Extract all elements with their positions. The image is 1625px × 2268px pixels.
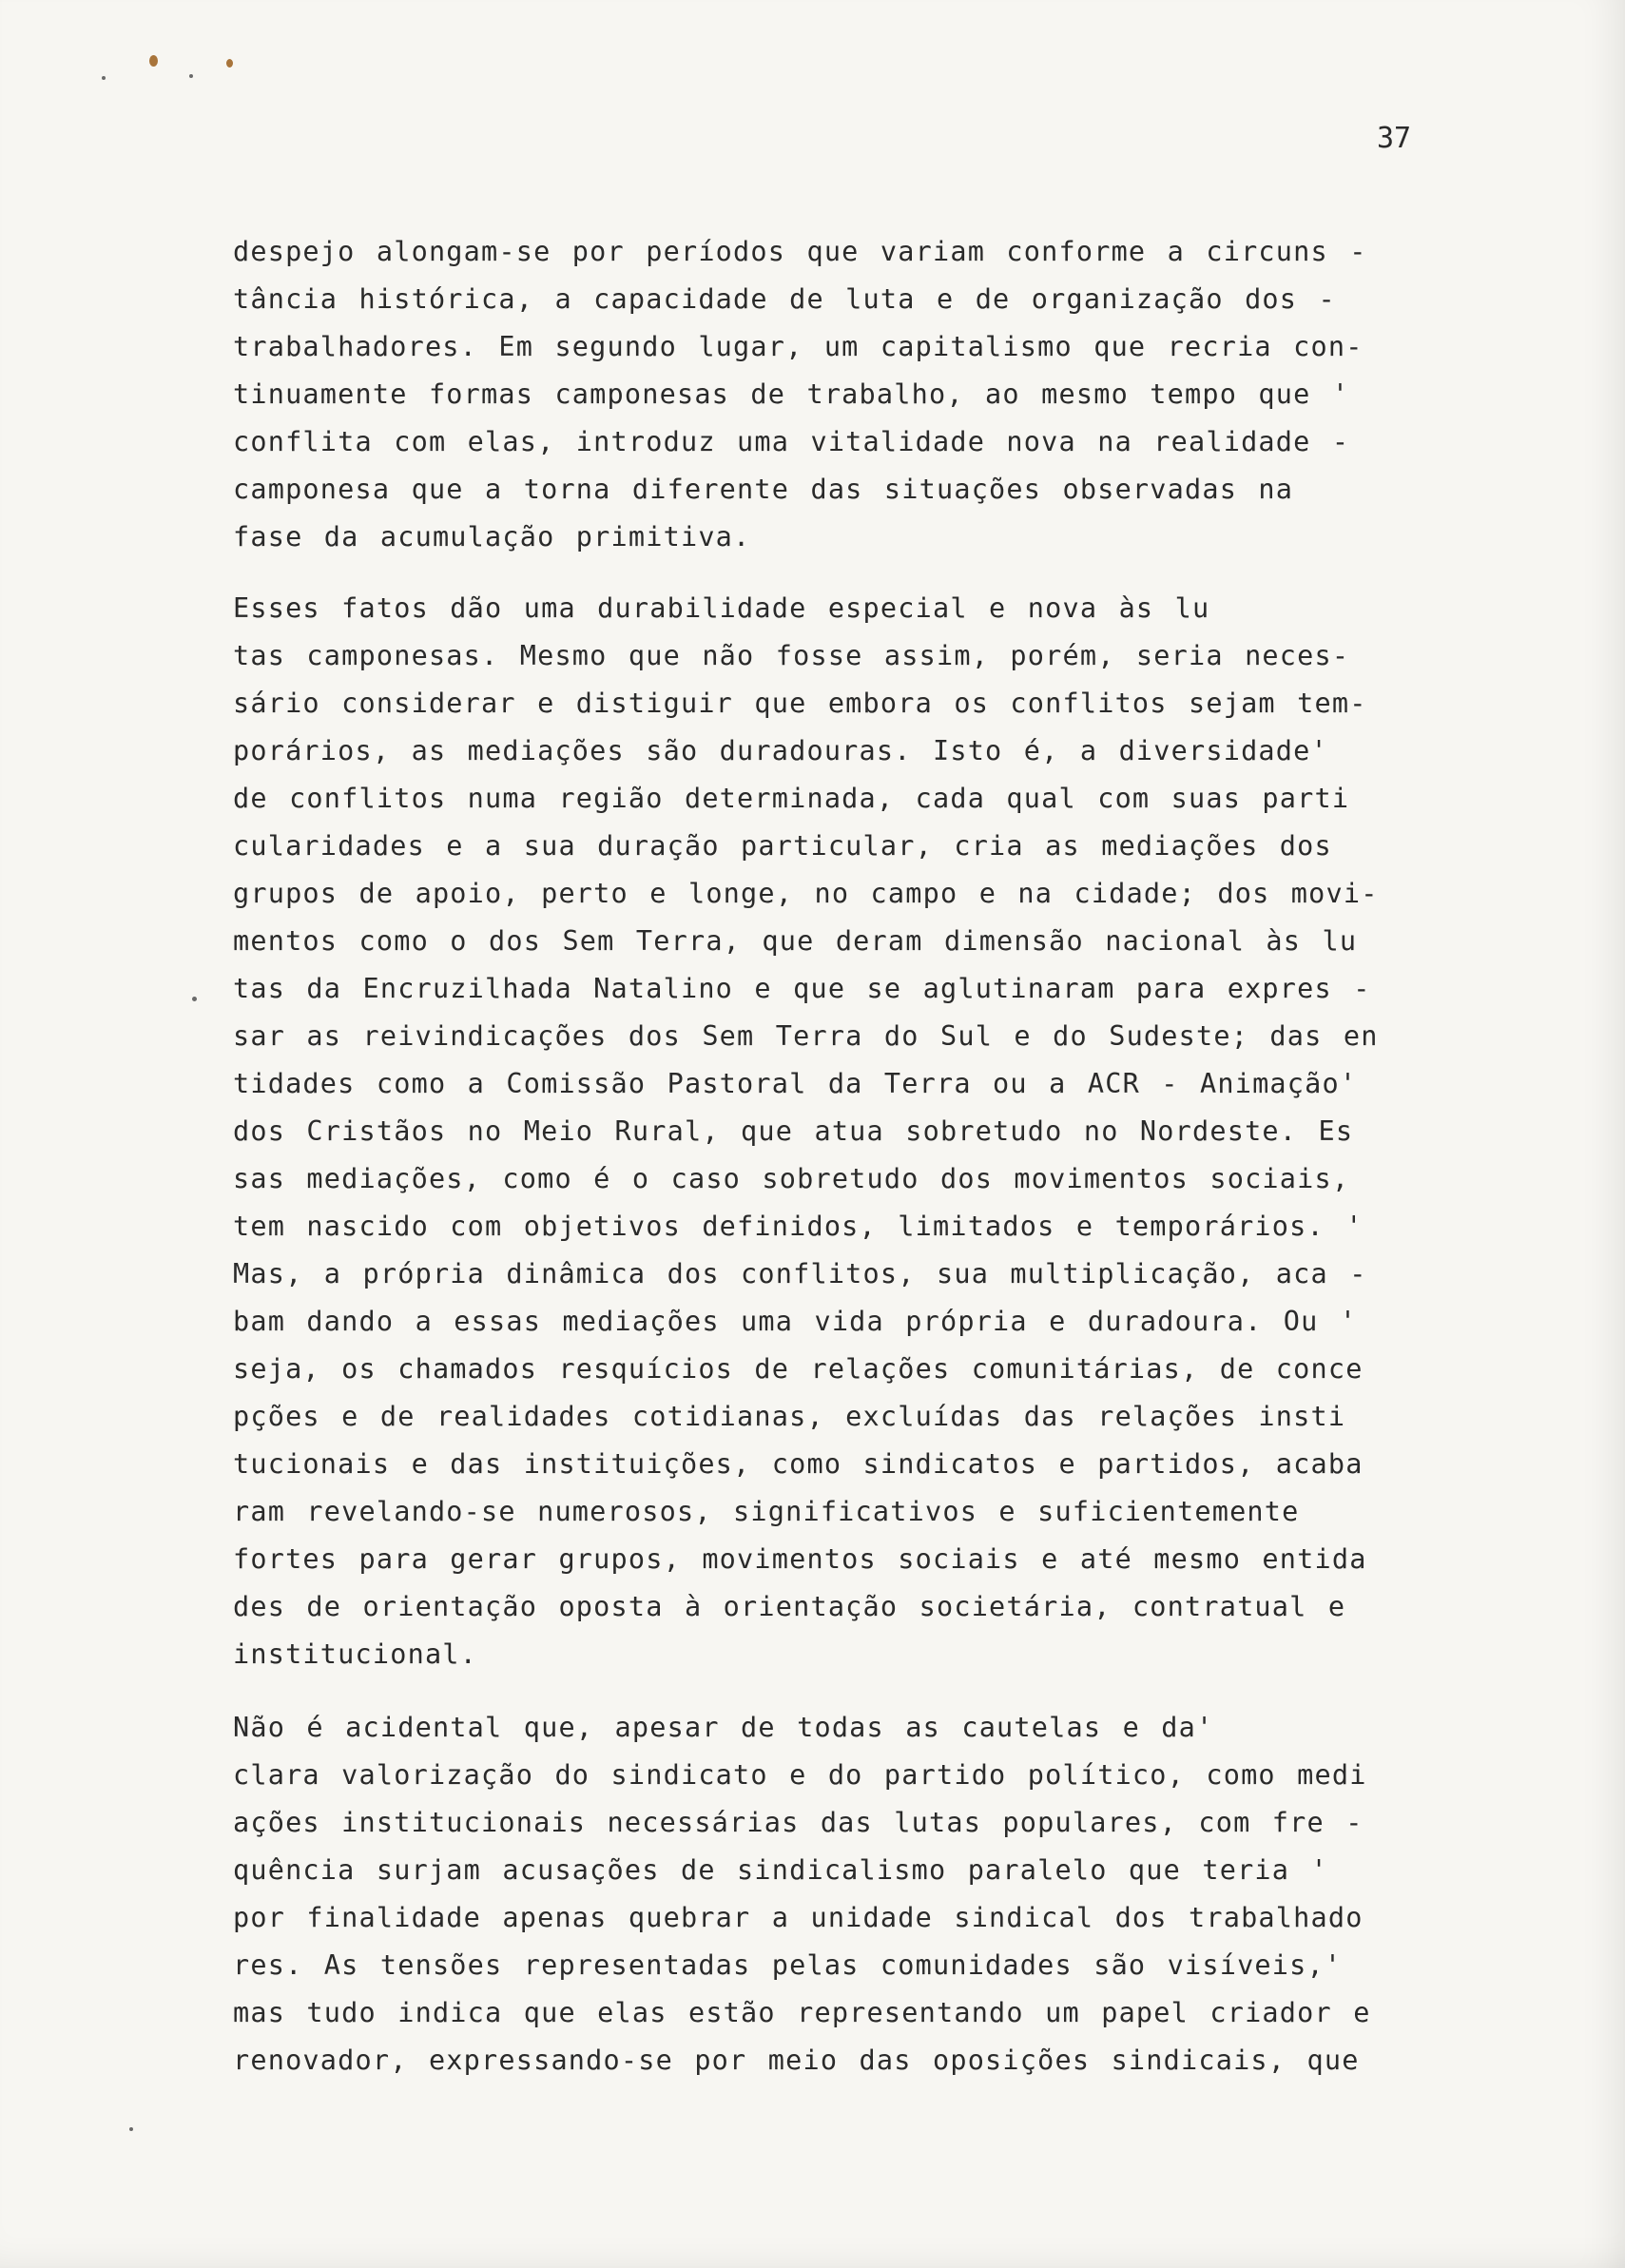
text-line: tem nascido com objetivos definidos, limitados e temporários. ' [233, 1211, 1364, 1242]
text-line: despejo alongam-se por períodos que variam conforme a circuns - [233, 236, 1367, 267]
dust-speck [192, 997, 197, 1001]
text-line: trabalhadores. Em segundo lugar, um capitalismo que recria con- [233, 331, 1364, 362]
text-line: sário considerar e distiguir que embora os conflitos sejam tem- [233, 688, 1367, 719]
text-line: mas tudo indica que elas estão representando um papel criador e [233, 1997, 1371, 2028]
dust-speck [129, 2127, 133, 2131]
dust-speck [189, 74, 193, 78]
text-line: res. As tensões representadas pelas comunidades são visíveis,' [233, 1949, 1343, 1981]
text-line: clara valorização do sindicato e do partido político, como medi [233, 1759, 1367, 1791]
rust-stain-mark [226, 59, 233, 68]
text-line: cularidades e a sua duração particular, cria as mediações dos [233, 830, 1332, 862]
text-line: dos Cristãos no Meio Rural, que atua sobretudo no Nordeste. Es [233, 1115, 1354, 1147]
text-line: institucional. [233, 1638, 478, 1670]
text-line: camponesa que a torna diferente das situações observadas na [233, 474, 1294, 505]
text-line: porários, as mediações são duradouras. Isto é, a diversidade' [233, 735, 1328, 766]
rust-stain-mark [149, 55, 158, 67]
text-line: tidades como a Comissão Pastoral da Terra ou a ACR - Animação' [233, 1068, 1358, 1099]
text-line: ações institucionais necessárias das lutas populares, com fre - [233, 1807, 1364, 1838]
text-line: Não é acidental que, apesar de todas as cautelas e da' [233, 1712, 1214, 1743]
text-line: renovador, expressando-se por meio das oposições sindicais, que [233, 2045, 1360, 2076]
text-line: Mas, a própria dinâmica dos conflitos, sua multiplicação, aca - [233, 1258, 1367, 1289]
text-line: grupos de apoio, perto e longe, no campo e na cidade; dos movi- [233, 878, 1379, 909]
text-line: mentos como o dos Sem Terra, que deram dimensão nacional às lu [233, 925, 1358, 957]
dust-speck [102, 76, 106, 80]
text-line: tas da Encruzilhada Natalino e que se aglutinaram para expres - [233, 973, 1371, 1004]
text-line: tas camponesas. Mesmo que não fosse assim, porém, seria neces- [233, 640, 1350, 671]
text-line: por finalidade apenas quebrar a unidade sindical dos trabalhado [233, 1902, 1364, 1933]
text-line: quência surjam acusações de sindicalismo paralelo que teria ' [233, 1854, 1328, 1886]
text-line: Esses fatos dão uma durabilidade especial e nova às lu [233, 592, 1210, 624]
page-number: 37 [1377, 122, 1412, 155]
text-line: des de orientação oposta à orientação societária, contratual e [233, 1591, 1346, 1622]
text-line: seja, os chamados resquícios de relações comunitárias, de conce [233, 1353, 1364, 1385]
text-line: sar as reivindicações dos Sem Terra do Sul e do Sudeste; das en [233, 1020, 1379, 1052]
text-line: fase da acumulação primitiva. [233, 521, 751, 552]
text-line: tucionais e das instituições, como sindicatos e partidos, acaba [233, 1448, 1364, 1480]
text-line: fortes para gerar grupos, movimentos sociais e até mesmo entida [233, 1543, 1367, 1575]
text-line: pções e de realidades cotidianas, excluídas das relações insti [233, 1401, 1346, 1432]
text-line: tância histórica, a capacidade de luta e de organização dos - [233, 283, 1336, 315]
text-line: de conflitos numa região determinada, cada qual com suas parti [233, 783, 1350, 814]
text-line: tinuamente formas camponesas de trabalho, ao mesmo tempo que ' [233, 378, 1350, 410]
text-line: bam dando a essas mediações uma vida própria e duradoura. Ou ' [233, 1306, 1358, 1337]
text-line: conflita com elas, introduz uma vitalidade nova na realidade - [233, 426, 1350, 457]
text-line: ram revelando-se numerosos, significativos e suficientemente [233, 1496, 1300, 1527]
text-line: sas mediações, como é o caso sobretudo dos movimentos sociais, [233, 1163, 1350, 1194]
